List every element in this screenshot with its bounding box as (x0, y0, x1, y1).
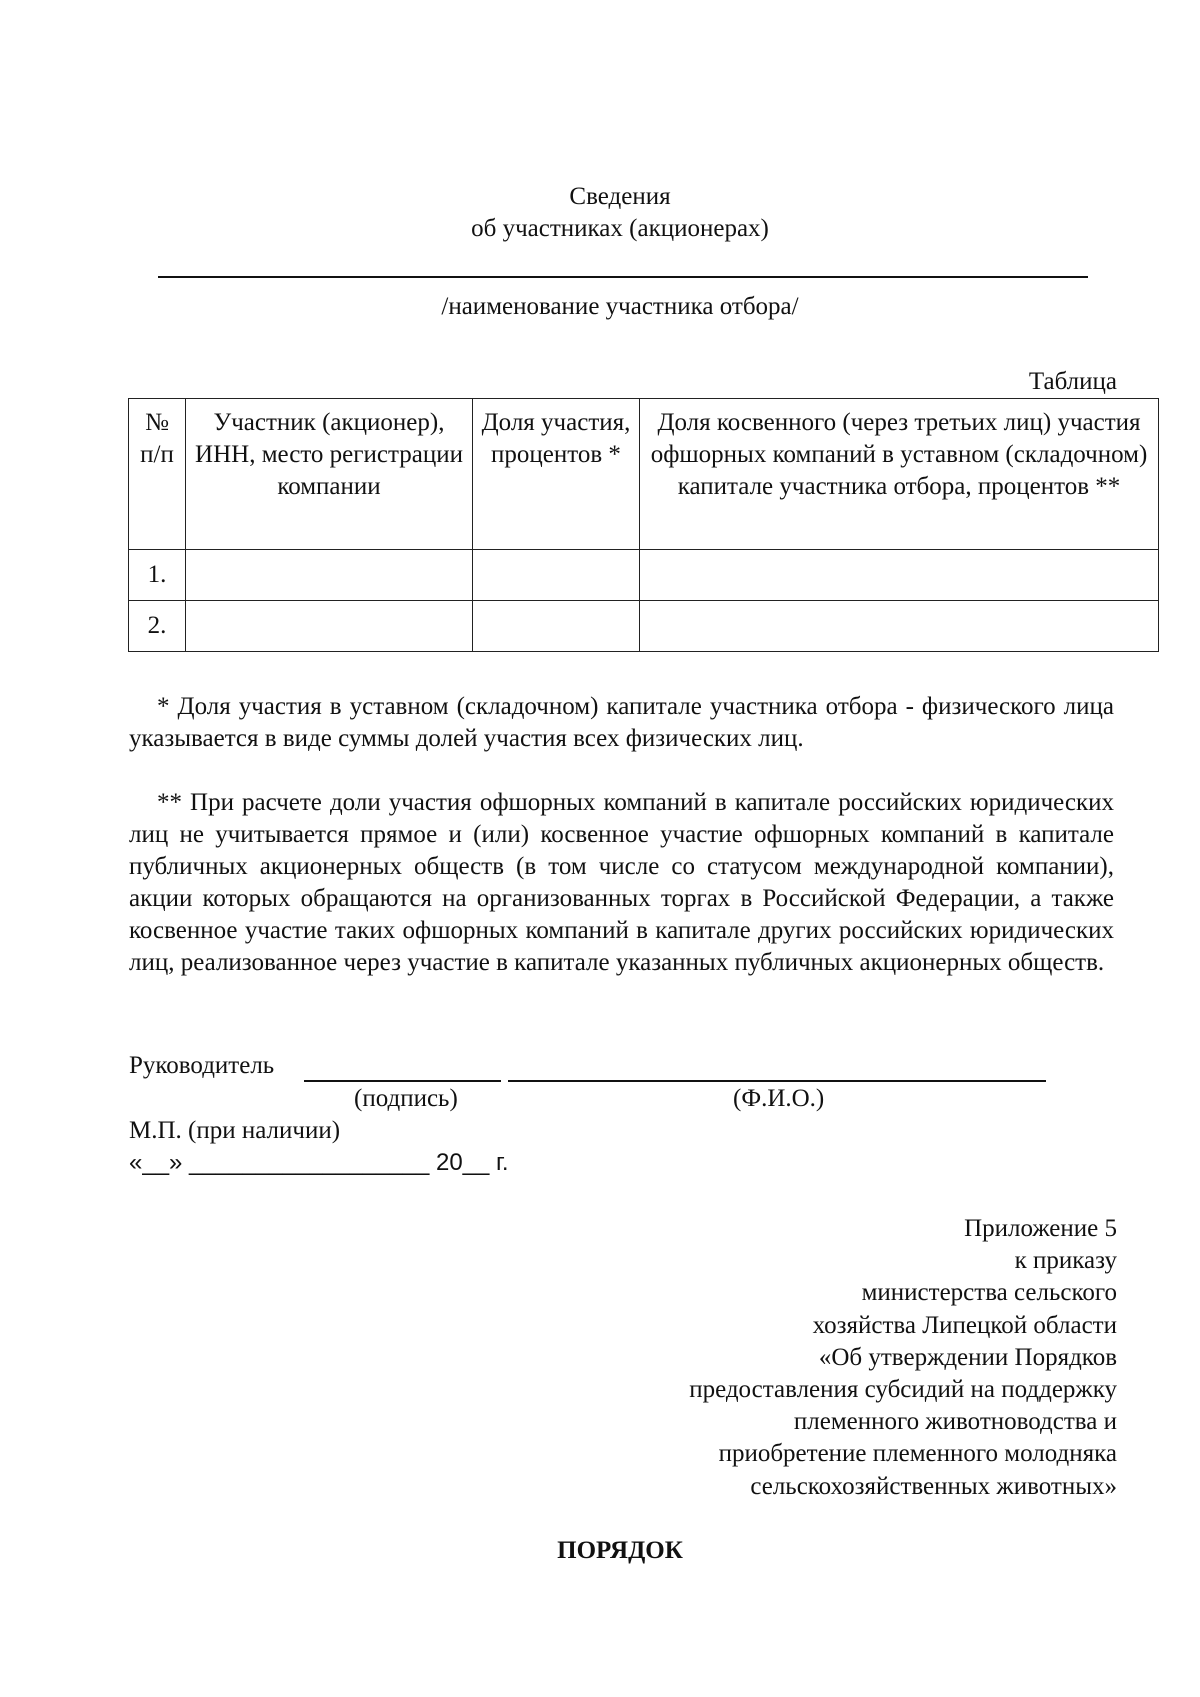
table-cell (473, 550, 640, 601)
table-cell (186, 550, 473, 601)
table-cell: 2. (129, 601, 186, 652)
appendix-line: к приказу (1014, 1247, 1117, 1275)
table-row (129, 550, 1159, 601)
document-subtitle: об участниках (акционерах) (471, 215, 769, 242)
date-line: «__» __________________ 20__ г. (129, 1149, 509, 1176)
participants-table (128, 398, 1159, 652)
column-header-offshore-share: Доля косвенного (через третьих лиц) участия офшорных компаний в уставном (складочном) капитале участника отбора, процентов ** (640, 399, 1159, 550)
seal-label: М.П. (при наличии) (129, 1117, 341, 1144)
column-header-share: Доля участия, процентов * (473, 399, 640, 550)
appendix-line: сельскохозяйственных животных» (750, 1472, 1117, 1500)
table-row (129, 601, 1159, 652)
column-header-participant: Участник (акционер), ИНН, место регистрации компании (186, 399, 473, 550)
signature-caption: (подпись) (354, 1085, 458, 1112)
participant-name-line (158, 276, 1088, 278)
table-cell: 1. (129, 550, 186, 601)
footnote-offshore: ** При расчете доли участия офшорных компаний в капитале российских юридических лиц не учитывается прямое и (или) косвенное участие офшорных компаний в капитале публичных акционерных обществ (в том числе со статусом международной компании), акции которых обращаются на организованных торгах в Российской Федерации, а также косвенное участие таких офшорных компаний в капитале других российских юридических лиц, реализованное через участие в капитале указанных публичных акционерных обществ. (129, 789, 1114, 976)
appendix-line: племенного животноводства и (793, 1408, 1117, 1436)
head-label: Руководитель (129, 1052, 275, 1079)
participant-name-caption: /наименование участника отбора/ (441, 293, 799, 320)
document-title: Сведения (569, 183, 671, 210)
appendix-line: предоставления субсидий на поддержку (689, 1376, 1117, 1404)
table-cell (640, 550, 1159, 601)
order-title: ПОРЯДОК (557, 1537, 683, 1564)
appendix-block (560, 1213, 1117, 1503)
appendix-line: министерства сельского (861, 1279, 1117, 1307)
table-cell (640, 601, 1159, 652)
appendix-line: Приложение 5 (964, 1215, 1117, 1242)
signature-line (304, 1080, 501, 1082)
table-cell (473, 601, 640, 652)
table-header-row (129, 399, 1159, 550)
fio-line (508, 1080, 1046, 1082)
fio-caption: (Ф.И.О.) (733, 1085, 825, 1112)
appendix-line: приобретение племенного молодняка (718, 1440, 1117, 1468)
column-header-number: № п/п (129, 399, 186, 550)
footnote-share: * Доля участия в уставном (складочном) капитале участника отбора - физического лица указывается в виде суммы долей участия всех физических лиц. (129, 693, 1114, 752)
table-cell (186, 601, 473, 652)
appendix-line: хозяйства Липецкой области (812, 1311, 1117, 1339)
table-label: Таблица (1028, 368, 1117, 395)
appendix-line: «Об утверждении Порядков (818, 1343, 1117, 1371)
